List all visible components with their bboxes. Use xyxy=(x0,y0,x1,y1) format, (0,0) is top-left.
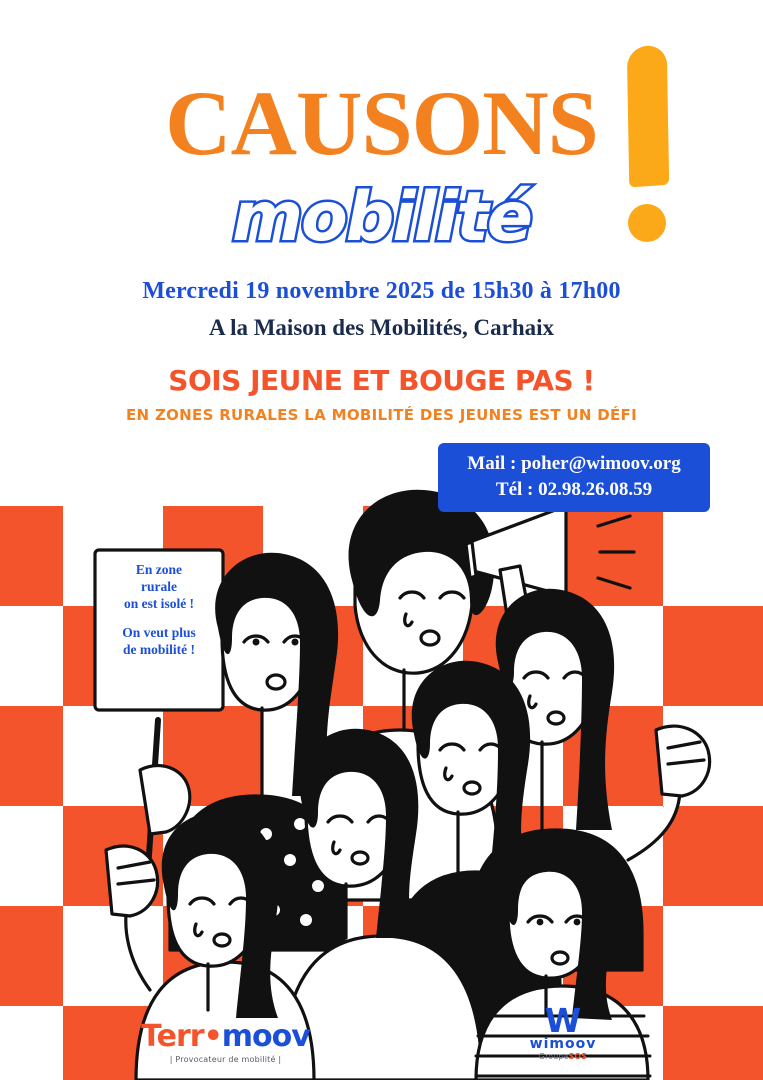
wimoov-group-suffix: SOS xyxy=(568,1052,588,1062)
wimoov-name: wimoov xyxy=(529,1036,597,1052)
wimoov-group xyxy=(508,1052,618,1061)
logo-terrmoov xyxy=(128,1019,323,1078)
terrmoov-tagline: | Provocateur de mobilité | xyxy=(169,1055,282,1064)
contact-badge xyxy=(438,443,710,512)
orange-dot-icon: • xyxy=(203,1019,222,1054)
terrmoov-wordmark xyxy=(128,1019,323,1054)
raised-fist-front-left xyxy=(106,846,158,916)
raised-fist-right xyxy=(656,726,710,796)
page-subtitle: mobilité xyxy=(232,178,531,257)
main-slogan: SOIS JEUNE ET BOUGE PAS ! xyxy=(168,364,595,397)
terrmoov-part2: moov xyxy=(221,1019,310,1054)
exclamation-stem xyxy=(627,45,669,188)
sign-line-3: on est isolé ! xyxy=(123,595,195,611)
wimoov-mark: W xyxy=(544,1001,582,1040)
sign-line-5: de mobilité ! xyxy=(123,641,195,657)
sign-spacer xyxy=(100,613,218,625)
secondary-slogan: EN ZONES RURALES LA MOBILITÉ DES JEUNES EST UN DÉFI xyxy=(126,406,637,424)
terrmoov-part1: Terr xyxy=(141,1019,204,1054)
event-date: Mercredi 19 novembre 2025 de 15h30 à 17h00 xyxy=(142,278,621,304)
contact-phone[interactable]: Tél : 02.98.26.08.59 xyxy=(495,478,653,500)
sign-line-4: On veut plus xyxy=(122,624,196,640)
page-title: CAUSONS xyxy=(165,72,598,174)
crowd-illustration xyxy=(0,430,763,1080)
event-location: A la Maison des Mobilités, Carhaix xyxy=(208,315,554,340)
sign-line-2: rurale xyxy=(141,578,177,594)
protest-sign-text xyxy=(100,562,218,658)
contact-mail[interactable]: Mail : poher@wimoov.org xyxy=(467,453,681,474)
wimoov-group-label: Groupe xyxy=(538,1052,569,1062)
poster-title-block xyxy=(0,30,763,260)
logo-wimoov xyxy=(508,1001,618,1076)
sign-line-1: En zone xyxy=(135,562,183,577)
